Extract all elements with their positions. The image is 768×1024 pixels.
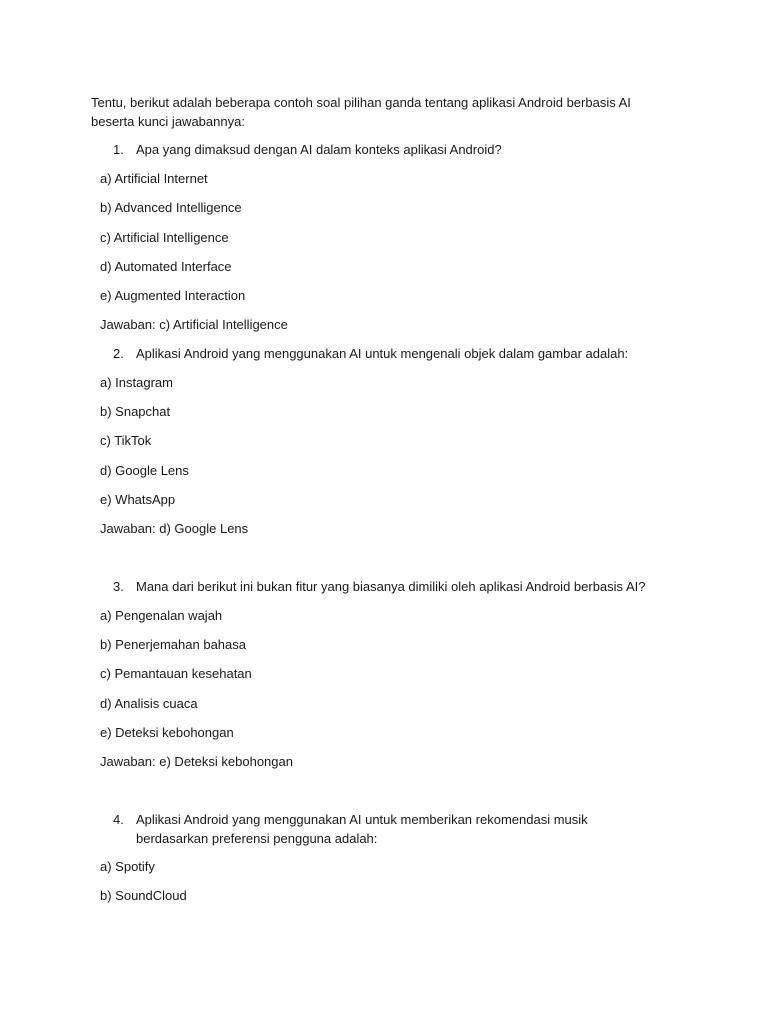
answer-line: Jawaban: c) Artificial Intelligence xyxy=(100,317,288,332)
intro-paragraph: Tentu, berikut adalah beberapa contoh soal pilihan ganda tentang aplikasi Android berbasis AI beserta kunci jawabannya: xyxy=(91,95,631,129)
question-number: 1. xyxy=(113,142,124,157)
question-text: Apa yang dimaksud dengan AI dalam konteks aplikasi Android? xyxy=(136,142,502,157)
answer-line: Jawaban: d) Google Lens xyxy=(100,521,249,536)
question-2 xyxy=(113,344,658,363)
option-item: a) Pengenalan wajah xyxy=(100,608,223,623)
option-item: c) Artificial Intelligence xyxy=(100,230,229,245)
option-item: e) Deteksi kebohongan xyxy=(100,725,234,740)
option-item: b) Snapchat xyxy=(100,404,171,419)
option-item: c) TikTok xyxy=(100,433,152,448)
option-item: e) Augmented Interaction xyxy=(100,288,246,303)
answer-line: Jawaban: e) Deteksi kebohongan xyxy=(100,754,293,769)
option-item: d) Automated Interface xyxy=(100,259,232,274)
question-number: 3. xyxy=(113,579,124,594)
question-4 xyxy=(113,810,658,848)
option-item: d) Analisis cuaca xyxy=(100,696,198,711)
question-text: Aplikasi Android yang menggunakan AI untuk memberikan rekomendasi musik berdasarkan preferensi pengguna adalah: xyxy=(136,812,588,846)
question-3 xyxy=(113,577,658,596)
question-number: 2. xyxy=(113,346,124,361)
question-text: Aplikasi Android yang menggunakan AI untuk mengenali objek dalam gambar adalah: xyxy=(136,346,629,361)
option-item: a) Instagram xyxy=(100,375,173,390)
option-item: b) SoundCloud xyxy=(100,888,187,903)
option-item: b) Advanced Intelligence xyxy=(100,200,242,215)
option-item: d) Google Lens xyxy=(100,463,189,478)
option-item: e) WhatsApp xyxy=(100,492,176,507)
question-number: 4. xyxy=(113,812,124,827)
option-item: a) Artificial Internet xyxy=(100,171,208,186)
question-1 xyxy=(113,140,658,159)
question-text: Mana dari berikut ini bukan fitur yang biasanya dimiliki oleh aplikasi Android berbasis AI? xyxy=(136,579,646,594)
option-item: a) Spotify xyxy=(100,859,155,874)
option-item: c) Pemantauan kesehatan xyxy=(100,666,252,681)
option-item: b) Penerjemahan bahasa xyxy=(100,637,246,652)
